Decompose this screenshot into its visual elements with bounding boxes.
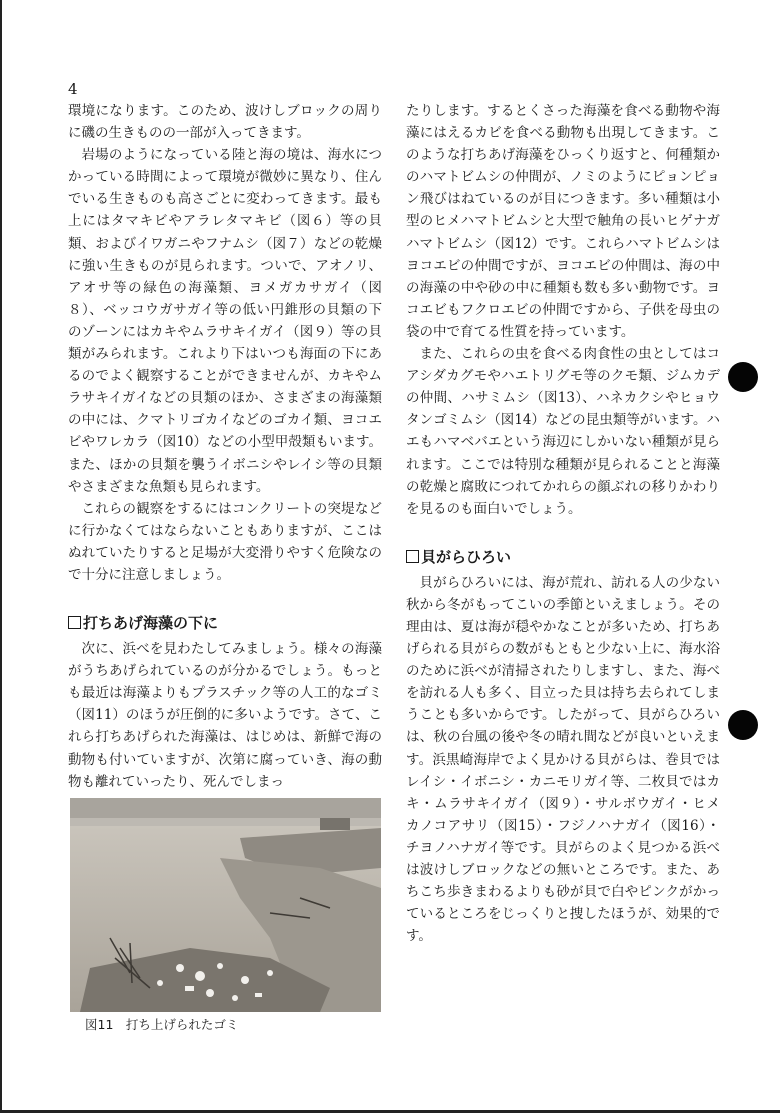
- paragraph: 貝がらひろいには、海が荒れ、訪れる人の少ない秋から冬がもってこいの季節といえましょう。その理由は、夏は海が穏やかなことが多いため、打ちあげられる貝がらの数がもともと少ない上に、海水浴のために浜べが清掃されたりしますし、また、海べを訪れる人も多く、目立った貝は持ち去られてしまうことも多いからです。したがって、貝がらひろいは、秋の台風の後や冬の晴れ間などが良いといえます。浜黒崎海岸でよく見かける貝がらは、巻貝ではレイシ・イボニシ・カニモリガイ等、二枚貝ではカキ・ムラサキイガイ（図９）・サルボウガイ・ヒメカノコアサリ（図15）・フジノハナガイ（図16）・チヨノハナガイ等です。貝がらのよく見つかる浜べは波けしブロックなどの無いところです。また、あちこち歩きまわるよりも砂が貝で白やピンクがかっているところをじっくりと捜したほうが、効果的です。: [406, 574, 720, 945]
- checkbox-square-icon: [406, 550, 419, 563]
- paragraph: たりします。するとくさった海藻を食べる動物や海藻にはえるカビを食べる動物も出現してきます。このような打ちあげ海藻をひっくり返すと、何種類かのハマトビムシの仲間が、ノミのようにピョンピョン飛びはねているのが目につきます。多い種類は小型のヒメハマトビムシと大型で触角の長いヒゲナガハマトビムシ（図12）です。これらハマトビムシはヨコエビの仲間ですが、ヨコエビの仲間は、海の中の海藻の中や砂の中に種類も数も多い動物です。ヨコエビもフクロエビの仲間ですから、子供を母虫の袋の中で育てる性質を持っています。: [406, 103, 720, 340]
- punch-hole-icon: [728, 362, 758, 392]
- left-column: [68, 100, 382, 793]
- punch-hole-icon: [728, 710, 758, 740]
- section-heading-text: 貝がらひろい: [421, 547, 512, 566]
- scan-edge-left: [0, 0, 2, 1113]
- figure-photo-beach-debris: [70, 798, 381, 1012]
- paragraph: 環境になります。このため、波けしブロックの周りに磯の生きものの一部が入ってきます。: [68, 103, 382, 142]
- right-column: [406, 100, 720, 947]
- page-number: 4: [68, 80, 78, 98]
- section-heading: [406, 546, 720, 568]
- section-heading: [68, 612, 382, 634]
- paragraph: これらの観察をするにはコンクリートの突堤などに行かなくてはならないこともありますが、ここはぬれていたりすると足場が大変滑りやすく危険なので十分に注意しましょう。: [68, 500, 382, 583]
- section-heading-text: 打ちあげ海藻の下に: [83, 614, 219, 633]
- paragraph: また、これらの虫を食べる肉食性の虫としてはコアシダカグモやハエトリグモ等のクモ類、ジムカデの仲間、ハサミムシ（図13）、ハネカクシやヒョウタンゴミムシ（図14）などの昆虫類等がいます。ハエもハマベバエという海辺にしかいない種類が見られます。ここでは特別な種類が見られることと海藻の乾燥と腐敗につれてかれらの顔ぶれの移りかわりを見るのも面白いでしょう。: [406, 346, 720, 517]
- paragraph: 岩場のようになっている陸と海の境は、海水につかっている時間によって環境が微妙に異なり、住んでいる生きものも高さごとに変わってきます。最も上にはタマキビやアラレタマキビ（図６）等の貝類、およびイワガニやフナムシ（図７）などの乾燥に強い生きものが見られます。ついで、アオノリ、アオサ等の緑色の海藻類、ヨメガカサガイ（図８）、ベッコウガサガイ等の低い円錐形の貝類の下のゾーンにはカキやムラサキイガイ（図９）等の貝類がみられます。これより下はいつも海面の下にあるのでよく観察することができませんが、カキやムラサキイガイなどの貝類のほか、さまざまの海藻類の中には、クマトリゴカイなどのゴカイ類、ヨコエビやワレカラ（図10）などの小型甲殻類もいます。また、ほかの貝類を襲うイボニシやレイシ等の貝類やさまざまな魚類も見られます。: [68, 147, 382, 495]
- figure-caption: 図11 打ち上げられたゴミ: [85, 1017, 239, 1032]
- checkbox-square-icon: [68, 616, 81, 629]
- beach-photo-illustration: [70, 798, 381, 1012]
- paragraph: 次に、浜べを見わたしてみましょう。様々の海藻がうちあげられているのが分かるでしょう。もっとも最近は海藻よりもプラスチック等の人工的なゴミ（図11）のほうが圧倒的に多いようです。さて、これら打ちあげられた海藻は、はじめは、新鮮で海の動物も付いていますが、次第に腐っていき、海の動物も離れていったり、死んでしまっ: [68, 641, 382, 790]
